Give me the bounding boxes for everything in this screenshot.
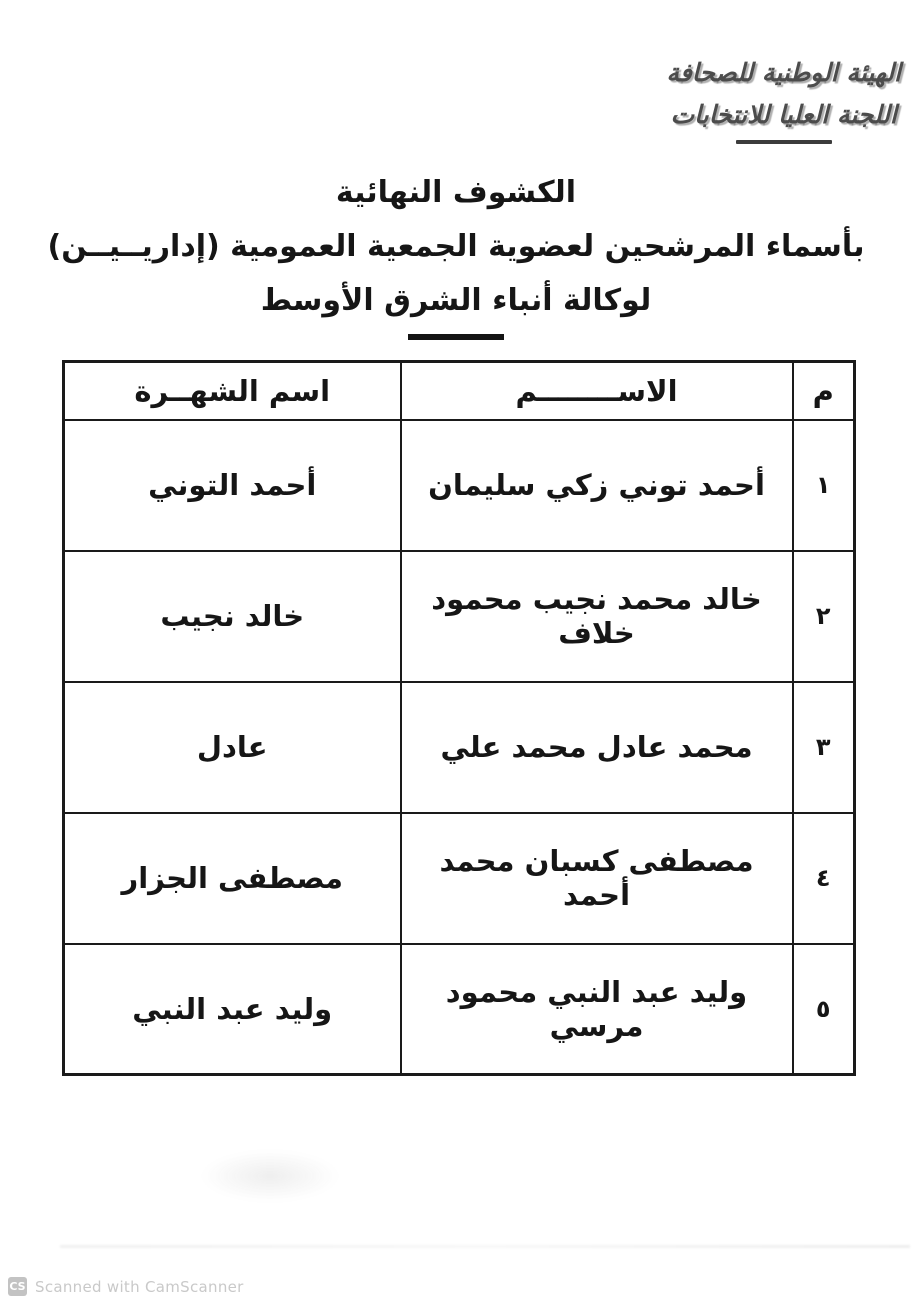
row-nickname: خالد نجيب: [64, 551, 401, 682]
row-name: محمد عادل محمد علي: [401, 682, 793, 813]
camscanner-icon: CS: [8, 1277, 27, 1296]
row-nickname: عادل: [64, 682, 401, 813]
header-note-line2: اللجنة العليا للانتخابات: [670, 100, 897, 129]
table-row: [64, 813, 855, 944]
row-nickname: وليد عبد النبي: [64, 944, 401, 1075]
row-number: ٢: [793, 551, 855, 682]
document-title-line3: لوكالة أنباء الشرق الأوسط: [260, 283, 652, 318]
scan-streak-artifact: [60, 1245, 910, 1248]
table-row: [64, 682, 855, 813]
table-header-row: [64, 362, 855, 420]
row-number: ٤: [793, 813, 855, 944]
camscanner-watermark: [8, 1277, 244, 1296]
header-handwritten-note: [666, 52, 901, 144]
column-header-nickname: اسم الشهــرة: [64, 362, 401, 420]
document-title-block: [0, 166, 912, 340]
row-name: أحمد توني زكي سليمان: [401, 420, 793, 551]
row-nickname: مصطفى الجزار: [64, 813, 401, 944]
scan-smudge-artifact: [200, 1150, 340, 1202]
candidates-table: [62, 360, 856, 1076]
header-note-underline: [736, 140, 832, 144]
table-row: [64, 944, 855, 1075]
column-header-name: الاســــــــم: [401, 362, 793, 420]
camscanner-watermark-text: Scanned with CamScanner: [35, 1277, 244, 1296]
row-nickname: أحمد التوني: [64, 420, 401, 551]
document-title-line1: الكشوف النهائية: [335, 175, 577, 210]
row-number: ٣: [793, 682, 855, 813]
row-name: وليد عبد النبي محمود مرسي: [401, 944, 793, 1075]
title-underline: [408, 334, 504, 340]
row-name: خالد محمد نجيب محمود خلاف: [401, 551, 793, 682]
table-row: [64, 420, 855, 551]
row-number: ١: [793, 420, 855, 551]
row-name: مصطفى كسبان محمد أحمد: [401, 813, 793, 944]
column-header-number: م: [793, 362, 855, 420]
document-title-line2: بأسماء المرشحين لعضوية الجمعية العمومية (إداريــيــن): [47, 229, 865, 264]
table-row: [64, 551, 855, 682]
row-number: ٥: [793, 944, 855, 1075]
header-note-line1: الهيئة الوطنية للصحافة: [666, 58, 901, 87]
